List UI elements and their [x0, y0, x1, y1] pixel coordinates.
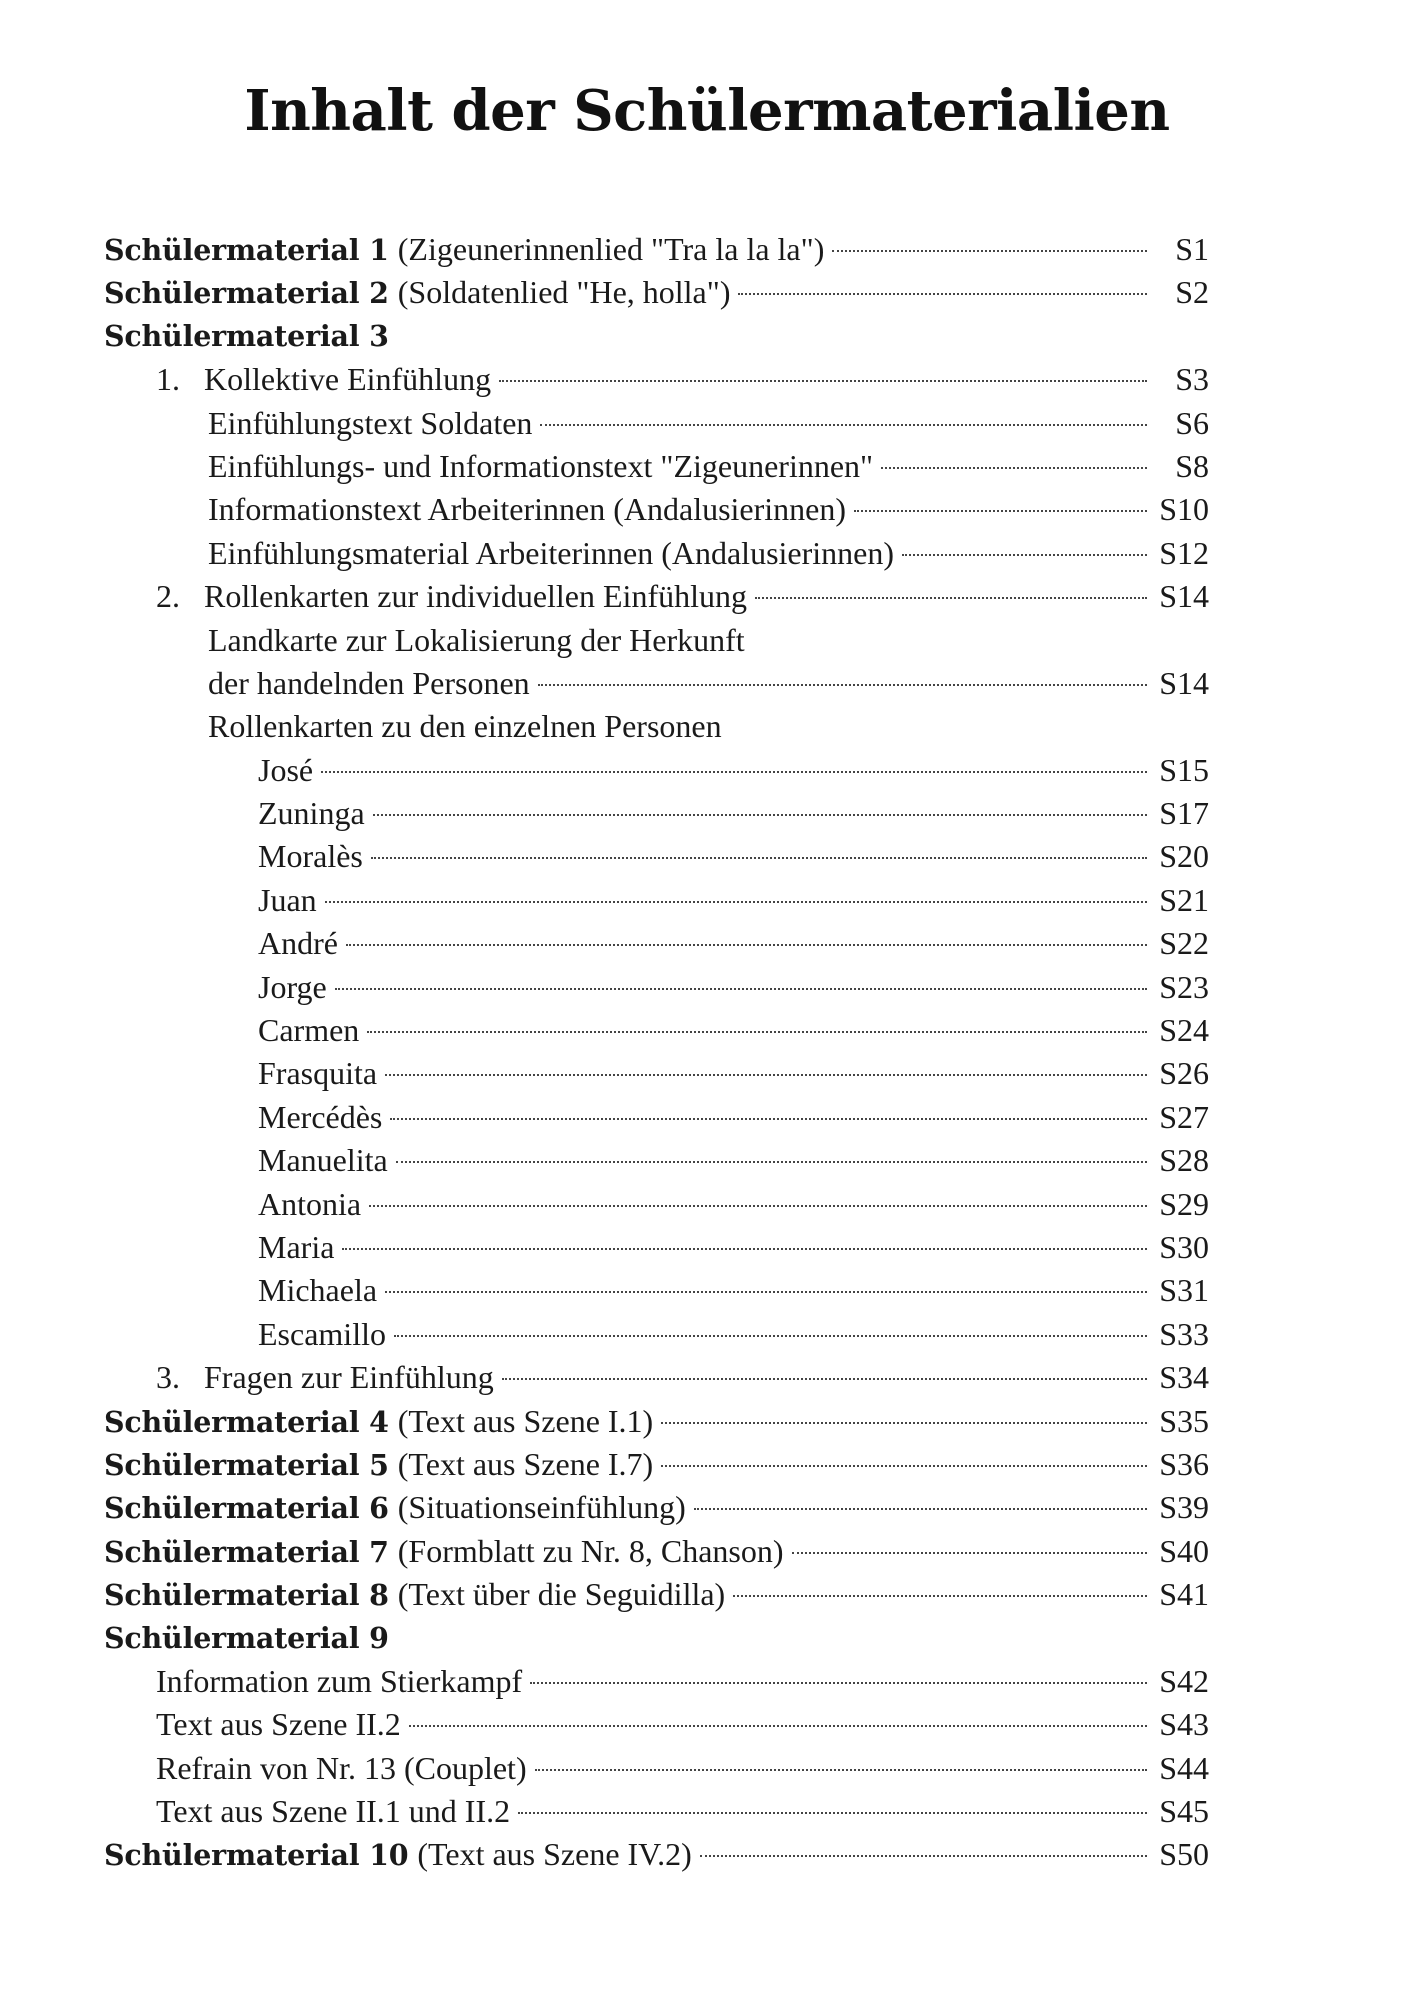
toc-entry-title: Moralès — [258, 838, 363, 875]
toc-entry-title: José — [258, 751, 314, 788]
toc-entry — [0, 966, 1414, 1009]
toc-entry — [0, 271, 1414, 314]
toc-entry-page: S50 — [1159, 1836, 1209, 1873]
dot-leader — [390, 1118, 1147, 1120]
toc-entry — [0, 1530, 1414, 1573]
toc-entry — [0, 619, 1414, 662]
toc-entry-heading: Schülermaterial 2 — [104, 276, 389, 311]
toc-entry-title: (Text aus Szene IV.2) — [417, 1836, 692, 1873]
dot-leader — [854, 510, 1147, 512]
toc-entry-title: Carmen — [258, 1012, 360, 1049]
toc-entry-title: Frasquita — [258, 1055, 378, 1092]
toc-entry-page: S35 — [1159, 1402, 1209, 1439]
toc-entry-title: Rollenkarten zur individuellen Einfühlung — [204, 578, 747, 615]
toc-entry — [0, 575, 1414, 618]
toc-entry-page: S23 — [1159, 968, 1209, 1005]
toc-entry — [0, 445, 1414, 488]
toc-entry-title: Maria — [258, 1228, 335, 1265]
toc-entry-page: S15 — [1159, 751, 1209, 788]
toc-entry-heading: Schülermaterial 9 — [104, 1620, 389, 1655]
toc-entry-page: S39 — [1159, 1489, 1209, 1526]
toc-entry-heading: Schülermaterial 3 — [104, 318, 389, 353]
toc-entry-title: Antonia — [258, 1185, 362, 1222]
toc-entry-page: S14 — [1159, 578, 1209, 615]
toc-entry — [0, 532, 1414, 575]
toc-entry-title: (Situationseinfühlung) — [397, 1489, 686, 1526]
toc-entry — [0, 1052, 1414, 1095]
toc-entry — [0, 488, 1414, 531]
toc-entry — [0, 1703, 1414, 1746]
toc-entry-title: Rollenkarten zu den einzelnen Personen — [208, 708, 722, 745]
dot-leader — [535, 1769, 1147, 1771]
toc-entry-page: S30 — [1159, 1228, 1209, 1265]
toc-entry — [0, 705, 1414, 748]
toc-entry — [0, 315, 1414, 358]
dot-leader — [342, 1248, 1147, 1250]
toc-entry-title: Kollektive Einfühlung — [204, 361, 492, 398]
toc-entry-title: Jorge — [258, 968, 327, 1005]
toc-entry-heading: Schülermaterial 10 — [104, 1838, 409, 1873]
toc-entry-page: S14 — [1159, 664, 1209, 701]
toc-entry — [0, 1139, 1414, 1182]
toc-entry-page: S44 — [1159, 1749, 1209, 1786]
toc-entry — [0, 358, 1414, 401]
toc-entry — [0, 1790, 1414, 1833]
toc-entry — [0, 1269, 1414, 1312]
toc-entry-heading: Schülermaterial 8 — [104, 1578, 389, 1613]
toc-entry-heading: Schülermaterial 6 — [104, 1491, 389, 1526]
toc-entry-heading: Schülermaterial 1 — [104, 233, 389, 267]
toc-entry — [0, 1400, 1414, 1443]
toc-entry-page: S33 — [1159, 1315, 1209, 1352]
toc-entry — [0, 1009, 1414, 1052]
toc-entry-title: Text aus Szene II.2 — [156, 1706, 401, 1743]
toc-entry-page: S12 — [1159, 534, 1209, 571]
toc-entry-page: S26 — [1159, 1055, 1209, 1092]
toc-entry-title: Mercédès — [258, 1098, 383, 1135]
dot-leader — [755, 597, 1147, 599]
dot-leader — [346, 944, 1147, 946]
toc-entry-page: S43 — [1159, 1706, 1209, 1743]
toc-entry-title: Informationstext Arbeiterinnen (Andalusierinnen) — [208, 491, 847, 528]
dot-leader — [733, 1595, 1147, 1597]
toc-entry — [0, 1747, 1414, 1790]
toc-entry-page: S27 — [1159, 1098, 1209, 1135]
toc-entry-title: Zuninga — [258, 795, 365, 832]
toc-entry-page: S17 — [1159, 795, 1209, 832]
toc-entry-page: S28 — [1159, 1142, 1209, 1179]
toc-entry-page: S34 — [1159, 1359, 1209, 1396]
dot-leader — [661, 1465, 1147, 1467]
toc-entry-title: (Zigeunerinnenlied "Tra la la la") — [397, 231, 825, 267]
toc-entry-page: S22 — [1159, 925, 1209, 962]
dot-leader — [902, 554, 1147, 556]
toc-entry-title: Einfühlungsmaterial Arbeiterinnen (Andalusierinnen) — [208, 534, 895, 571]
toc-entry — [0, 1183, 1414, 1226]
dot-leader — [502, 1378, 1147, 1380]
toc-entry — [0, 922, 1414, 965]
toc-entry-title: (Text aus Szene I.7) — [397, 1445, 654, 1482]
dot-leader — [700, 1855, 1147, 1857]
toc-entry-title: (Soldatenlied "He, holla") — [397, 274, 731, 311]
toc-entry-page: S31 — [1159, 1272, 1209, 1309]
toc-entry-page: S40 — [1159, 1532, 1209, 1569]
toc-entry — [0, 662, 1414, 705]
toc-entry — [0, 402, 1414, 445]
table-of-contents — [0, 228, 1414, 1877]
toc-entry-title: Information zum Stierkampf — [156, 1662, 523, 1699]
toc-entry-page: S8 — [1175, 447, 1209, 484]
toc-entry-title: Michaela — [258, 1272, 378, 1309]
dot-leader — [409, 1725, 1147, 1727]
toc-entry-heading: Schülermaterial 4 — [104, 1404, 389, 1439]
toc-entry — [0, 1356, 1414, 1399]
toc-entry-title: Einfühlungstext Soldaten — [208, 404, 533, 441]
dot-leader — [661, 1422, 1147, 1424]
dot-leader — [738, 293, 1147, 295]
toc-entry — [0, 1096, 1414, 1139]
toc-entry-title: André — [258, 925, 338, 962]
toc-entry — [0, 1617, 1414, 1660]
page-title: Inhalt der Schülermaterialien — [244, 78, 1170, 144]
dot-leader — [499, 380, 1147, 382]
toc-entry-title: Juan — [258, 881, 317, 918]
toc-entry-page: S2 — [1175, 274, 1209, 311]
toc-entry-page: S6 — [1175, 404, 1209, 441]
toc-entry-page: S10 — [1159, 491, 1209, 528]
toc-entry-title: (Text aus Szene I.1) — [397, 1402, 654, 1439]
toc-entry-page: S36 — [1159, 1445, 1209, 1482]
dot-leader — [530, 1682, 1147, 1684]
toc-entry-number: 3. — [156, 1359, 180, 1396]
toc-entry-page: S29 — [1159, 1185, 1209, 1222]
toc-entry — [0, 792, 1414, 835]
toc-entry-page: S1 — [1175, 231, 1209, 267]
dot-leader — [396, 1161, 1147, 1163]
toc-entry-title: Landkarte zur Lokalisierung der Herkunft — [208, 621, 745, 658]
dot-leader — [335, 988, 1147, 990]
dot-leader — [881, 467, 1147, 469]
toc-entry-number: 1. — [156, 361, 180, 398]
toc-entry — [0, 1833, 1414, 1876]
toc-entry-page: S20 — [1159, 838, 1209, 875]
toc-entry-title: Einfühlungs- und Informationstext "Zigeunerinnen" — [208, 447, 874, 484]
toc-entry-title: Fragen zur Einfühlung — [204, 1359, 494, 1396]
toc-entry-title: Escamillo — [258, 1315, 386, 1352]
toc-entry — [0, 1660, 1414, 1703]
toc-entry — [0, 749, 1414, 792]
toc-entry-page: S41 — [1159, 1576, 1209, 1613]
toc-entry-title: der handelnden Personen — [208, 664, 530, 701]
dot-leader — [321, 771, 1147, 773]
dot-leader — [792, 1552, 1148, 1554]
toc-entry-title: Manuelita — [258, 1142, 388, 1179]
dot-leader — [373, 814, 1147, 816]
dot-leader — [385, 1074, 1147, 1076]
toc-entry-number: 2. — [156, 578, 180, 615]
toc-entry-title: (Text über die Seguidilla) — [397, 1576, 726, 1613]
toc-entry-heading: Schülermaterial 7 — [104, 1534, 389, 1569]
toc-entry — [0, 879, 1414, 922]
toc-entry — [0, 1573, 1414, 1616]
toc-entry-page: S24 — [1159, 1012, 1209, 1049]
toc-entry-title: (Formblatt zu Nr. 8, Chanson) — [397, 1532, 784, 1569]
dot-leader — [371, 857, 1147, 859]
toc-entry-page: S42 — [1159, 1662, 1209, 1699]
toc-entry-title: Refrain von Nr. 13 (Couplet) — [156, 1749, 527, 1786]
toc-entry — [0, 1486, 1414, 1529]
dot-leader — [832, 250, 1147, 252]
toc-entry — [0, 1443, 1414, 1486]
toc-entry — [0, 1226, 1414, 1269]
toc-entry-page: S3 — [1175, 361, 1209, 398]
dot-leader — [325, 901, 1147, 903]
toc-entry-page: S45 — [1159, 1793, 1209, 1830]
dot-leader — [394, 1335, 1147, 1337]
dot-leader — [518, 1812, 1147, 1814]
toc-entry — [0, 228, 1414, 271]
dot-leader — [694, 1508, 1147, 1510]
toc-entry — [0, 1313, 1414, 1356]
toc-entry-title: Text aus Szene II.1 und II.2 — [156, 1793, 511, 1830]
toc-entry-page: S21 — [1159, 881, 1209, 918]
dot-leader — [367, 1031, 1147, 1033]
toc-entry — [0, 835, 1414, 878]
dot-leader — [385, 1291, 1147, 1293]
toc-entry-heading: Schülermaterial 5 — [104, 1447, 389, 1482]
dot-leader — [369, 1205, 1147, 1207]
dot-leader — [538, 684, 1147, 686]
dot-leader — [540, 424, 1147, 426]
